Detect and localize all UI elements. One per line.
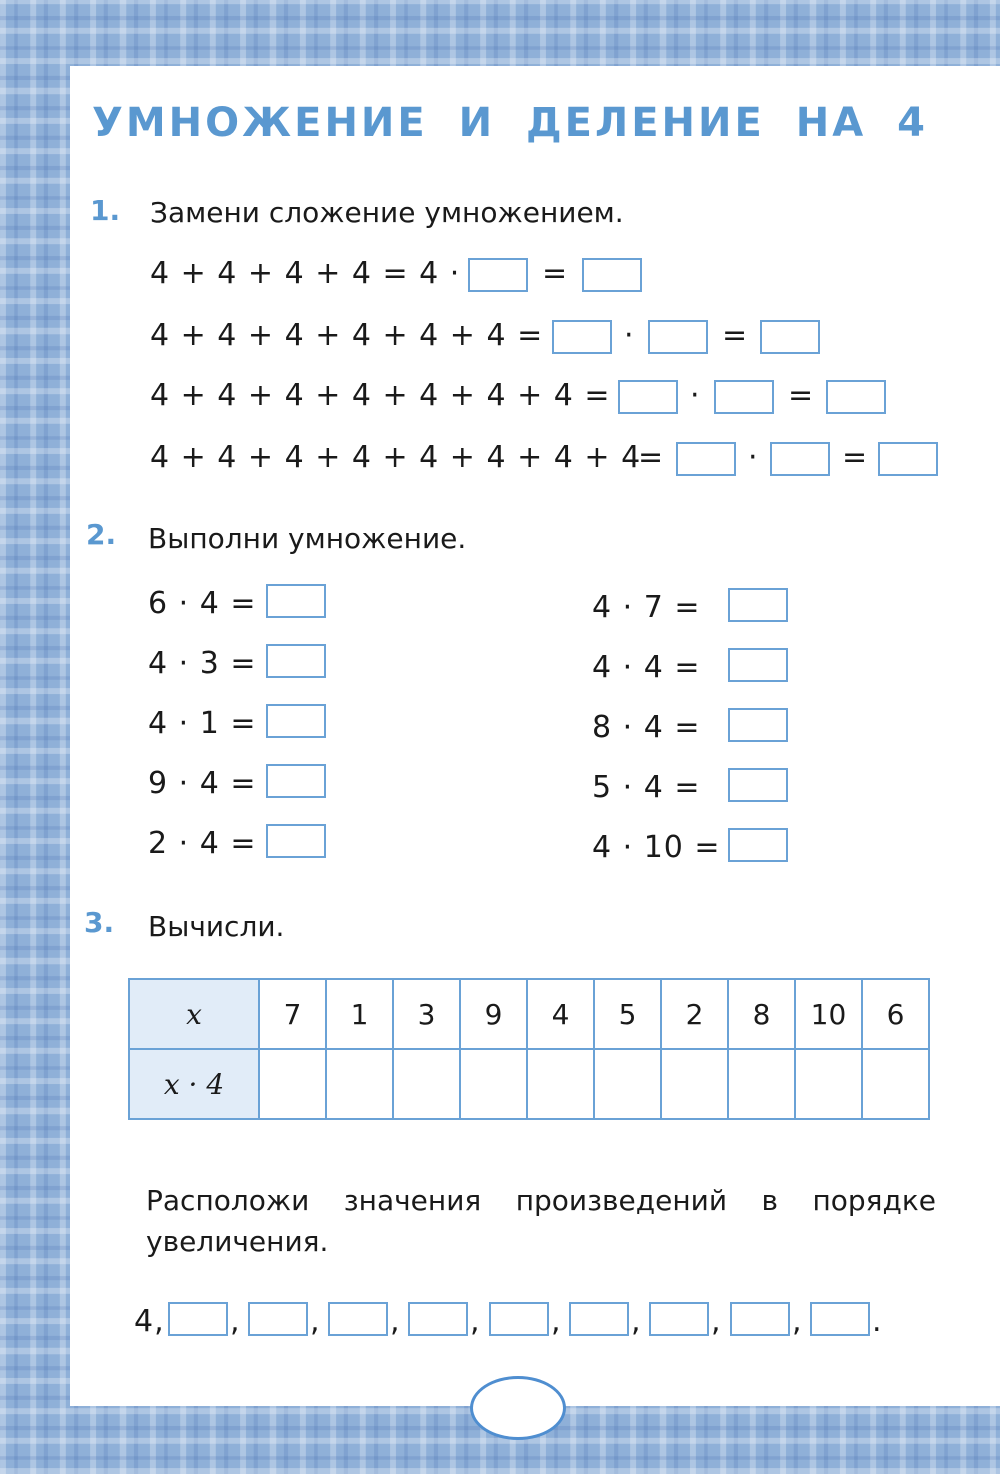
comma: ,: [711, 1304, 721, 1339]
order-instruction: Расположи значения произведений в порядке увеличения.: [146, 1184, 936, 1258]
task1-line3: 4 + 4 + 4 + 4 + 4 + 4 + 4 =: [150, 378, 611, 413]
task1-line4: 4 + 4 + 4 + 4 + 4 + 4 + 4 + 4: [150, 440, 642, 475]
comma: ,: [470, 1304, 480, 1339]
product-answer-cell[interactable]: [326, 1049, 393, 1119]
product-answer-cell[interactable]: [862, 1049, 929, 1119]
product-answer-cell[interactable]: [393, 1049, 460, 1119]
task2-left-expr: 9 · 4 =: [148, 766, 257, 801]
equals-sign: =: [722, 318, 748, 353]
task2-left-expr: 2 · 4 =: [148, 826, 257, 861]
answer-box[interactable]: [878, 442, 938, 476]
task2-right-expr: 4 · 7 =: [592, 590, 701, 625]
sequence-box[interactable]: [408, 1302, 468, 1336]
comma: ,: [631, 1304, 641, 1339]
task3-text: Вычисли.: [148, 910, 285, 943]
task1-line2: 4 + 4 + 4 + 4 + 4 + 4 =: [150, 318, 544, 353]
answer-box[interactable]: [676, 442, 736, 476]
x-value-cell: 8: [728, 979, 795, 1049]
task1-text: Замени сложение умножением.: [150, 196, 624, 229]
table-row: [129, 979, 929, 1049]
x-value-cell: 5: [594, 979, 661, 1049]
answer-box[interactable]: [582, 258, 642, 292]
answer-box[interactable]: [266, 584, 326, 618]
product-answer-cell[interactable]: [527, 1049, 594, 1119]
task2-number: 2.: [86, 518, 117, 551]
comma: ,: [390, 1304, 400, 1339]
row-header-product: x · 4: [129, 1049, 259, 1119]
answer-box[interactable]: [728, 588, 788, 622]
sequence-box[interactable]: [168, 1302, 228, 1336]
product-answer-cell[interactable]: [460, 1049, 527, 1119]
sequence-box[interactable]: [649, 1302, 709, 1336]
comma: ,: [230, 1304, 240, 1339]
answer-box[interactable]: [266, 764, 326, 798]
sequence-box[interactable]: [569, 1302, 629, 1336]
sequence-start: 4,: [134, 1304, 165, 1339]
task2-left-expr: 4 · 1 =: [148, 706, 257, 741]
task1-line1: 4 + 4 + 4 + 4 = 4 ·: [150, 256, 461, 291]
equals-sign: =: [638, 440, 664, 475]
answer-box[interactable]: [552, 320, 612, 354]
task2-right-expr: 4 · 10 =: [592, 830, 721, 865]
x-value-cell: 3: [393, 979, 460, 1049]
answer-box[interactable]: [618, 380, 678, 414]
values-table: [128, 978, 930, 1120]
task2-left-expr: 6 · 4 =: [148, 586, 257, 621]
sequence-box[interactable]: [730, 1302, 790, 1336]
answer-box[interactable]: [728, 708, 788, 742]
comma: ,: [792, 1304, 802, 1339]
equals-sign: =: [542, 256, 568, 291]
comma: ,: [551, 1304, 561, 1339]
x-value-cell: 10: [795, 979, 862, 1049]
answer-box[interactable]: [714, 380, 774, 414]
answer-box[interactable]: [826, 380, 886, 414]
period: .: [872, 1304, 882, 1339]
dot-sign: ·: [624, 318, 634, 353]
product-answer-cell[interactable]: [728, 1049, 795, 1119]
dot-sign: ·: [748, 440, 758, 475]
task2-right-expr: 4 · 4 =: [592, 650, 701, 685]
x-value-cell: 6: [862, 979, 929, 1049]
task2-text: Выполни умножение.: [148, 522, 467, 555]
comma: ,: [310, 1304, 320, 1339]
answer-box[interactable]: [728, 648, 788, 682]
dot-sign: ·: [690, 378, 700, 413]
x-value-cell: 7: [259, 979, 326, 1049]
x-value-cell: 1: [326, 979, 393, 1049]
sequence-box[interactable]: [328, 1302, 388, 1336]
task1-number: 1.: [90, 194, 121, 227]
task2-left-expr: 4 · 3 =: [148, 646, 257, 681]
answer-box[interactable]: [728, 828, 788, 862]
sequence-box[interactable]: [489, 1302, 549, 1336]
task2-right-expr: 5 · 4 =: [592, 770, 701, 805]
answer-box[interactable]: [770, 442, 830, 476]
answer-box[interactable]: [266, 644, 326, 678]
x-value-cell: 2: [661, 979, 728, 1049]
answer-box[interactable]: [468, 258, 528, 292]
row-header-x: x: [129, 979, 259, 1049]
x-value-cell: 4: [527, 979, 594, 1049]
answer-box[interactable]: [648, 320, 708, 354]
product-answer-cell[interactable]: [795, 1049, 862, 1119]
page-number-oval: [470, 1376, 566, 1440]
answer-box[interactable]: [728, 768, 788, 802]
product-answer-cell[interactable]: [594, 1049, 661, 1119]
answer-box[interactable]: [266, 704, 326, 738]
product-answer-cell[interactable]: [259, 1049, 326, 1119]
x-value-cell: 9: [460, 979, 527, 1049]
answer-box[interactable]: [266, 824, 326, 858]
equals-sign: =: [842, 440, 868, 475]
task3-number: 3.: [84, 906, 115, 939]
table-row: [129, 1049, 929, 1119]
product-answer-cell[interactable]: [661, 1049, 728, 1119]
sequence-box[interactable]: [248, 1302, 308, 1336]
equals-sign: =: [788, 378, 814, 413]
sequence-box[interactable]: [810, 1302, 870, 1336]
page-title: УМНОЖЕНИЕ И ДЕЛЕНИЕ НА 4: [92, 100, 928, 146]
answer-box[interactable]: [760, 320, 820, 354]
task2-right-expr: 8 · 4 =: [592, 710, 701, 745]
